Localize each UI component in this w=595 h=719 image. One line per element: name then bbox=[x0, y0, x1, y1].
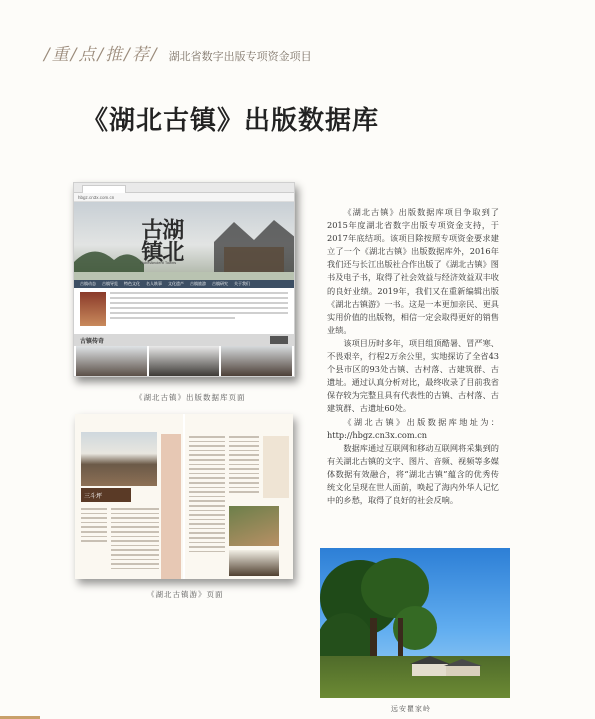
site-logo-en: HubeiAncient Towns bbox=[140, 260, 177, 265]
header-tag: /重/点/推/荐/ bbox=[44, 45, 159, 65]
site-banner bbox=[74, 202, 294, 280]
book-text-col bbox=[229, 436, 259, 496]
header-subtitle: 湖北省数字出版专项资金项目 bbox=[168, 51, 312, 63]
browser-url-bar bbox=[74, 193, 294, 202]
book-sidebar bbox=[161, 434, 181, 579]
browser-tabbar bbox=[74, 183, 294, 193]
section-title: 古镇传奇 bbox=[80, 338, 105, 345]
book-spread bbox=[75, 414, 293, 579]
article-paragraph: 《湖北古镇》出版数据库地址为：http://hbgz.cn3x.com.cn bbox=[327, 416, 499, 440]
book-photo-main bbox=[81, 432, 157, 486]
nav-item[interactable]: 古镇旅游 bbox=[190, 281, 206, 286]
article-body bbox=[327, 206, 499, 507]
strip-photo bbox=[221, 346, 292, 376]
browser-tab bbox=[82, 185, 126, 193]
nav-item[interactable]: 古镇导览 bbox=[102, 281, 118, 286]
nav-item[interactable]: 关于我们 bbox=[234, 281, 250, 286]
book-text-col bbox=[81, 508, 107, 545]
browser-url: hbgz.cn3x.com.cn bbox=[78, 194, 115, 200]
article-paragraph: 《湖北古镇》出版数据库项目争取到了2015年度湖北省数字出版专项资金支持，于2017年底结项。该项目除按照专项资金要求建立了一个《湖北古镇》出版数据库外，2016年我们还与长江出版社合作出版了《湖北古镇》图书及电子书，取得了社会效益与经济效益双丰收的良好业绩。2019年，我们又在重新编辑出版《湖北古镇游》一书。这是一本更加亲民、更具实用价值的出版物，相信一定会取得更好的销售业绩。 bbox=[327, 207, 499, 335]
house-illustration bbox=[410, 654, 482, 676]
book-side-panel bbox=[263, 436, 289, 498]
nav-item[interactable]: 特色文化 bbox=[124, 281, 140, 286]
section-bar bbox=[74, 334, 294, 346]
site-logo: 湖北古镇 bbox=[137, 218, 185, 262]
site-intro bbox=[74, 288, 294, 334]
caption-database: 《湖北古镇》出版数据库页面 bbox=[135, 393, 246, 402]
photo-strip bbox=[74, 346, 294, 376]
more-button[interactable] bbox=[270, 336, 288, 344]
page-title: 《湖北古镇》出版数据库 bbox=[82, 106, 380, 136]
caption-photo: 远安瞿家岭 bbox=[391, 705, 431, 713]
nav-item[interactable]: 名人轶事 bbox=[146, 281, 162, 286]
nav-item[interactable]: 古镇研究 bbox=[212, 281, 228, 286]
nav-item[interactable]: 文化遗产 bbox=[168, 281, 184, 286]
intro-text-block bbox=[110, 292, 288, 330]
nav-item[interactable]: 古镇动态 bbox=[80, 281, 96, 286]
article-paragraph: 数据库通过互联网和移动互联网将采集到的有关湖北古镇的文字、图片、音频、视频等多媒体数据有效融合，将“湖北古镇”蕴含的优秀传统文化呈现在世人面前，唤起了海内外华人记忆中的乡愁，取得了良好的社会反响。 bbox=[327, 442, 499, 506]
village-photo bbox=[320, 548, 510, 698]
book-photo-stone bbox=[229, 506, 279, 546]
book-place-label: 三斗坪 bbox=[81, 488, 131, 502]
database-screenshot bbox=[73, 182, 295, 377]
strip-photo bbox=[76, 346, 147, 376]
book-text-col bbox=[189, 436, 225, 555]
section-header bbox=[44, 40, 312, 65]
intro-thumbnail bbox=[80, 292, 106, 326]
article-paragraph: 该项目历时多年，项目组顶酷暑、冒严寒、不畏艰辛，行程2万余公里，实地探访了全省43个县市区的93处古镇、古村落、古建筑群、古遗址。通过认真分析对比，最终收录了目前我省保存较为完整且具有代表性的古镇、古村落、古建筑群、古遗址60处。 bbox=[327, 337, 499, 414]
site-nav bbox=[74, 280, 294, 288]
book-photo-house bbox=[229, 550, 279, 576]
book-text-col bbox=[111, 508, 159, 572]
book-left-page bbox=[75, 414, 183, 579]
strip-photo bbox=[149, 346, 220, 376]
caption-book: 《湖北古镇游》页面 bbox=[147, 590, 224, 599]
